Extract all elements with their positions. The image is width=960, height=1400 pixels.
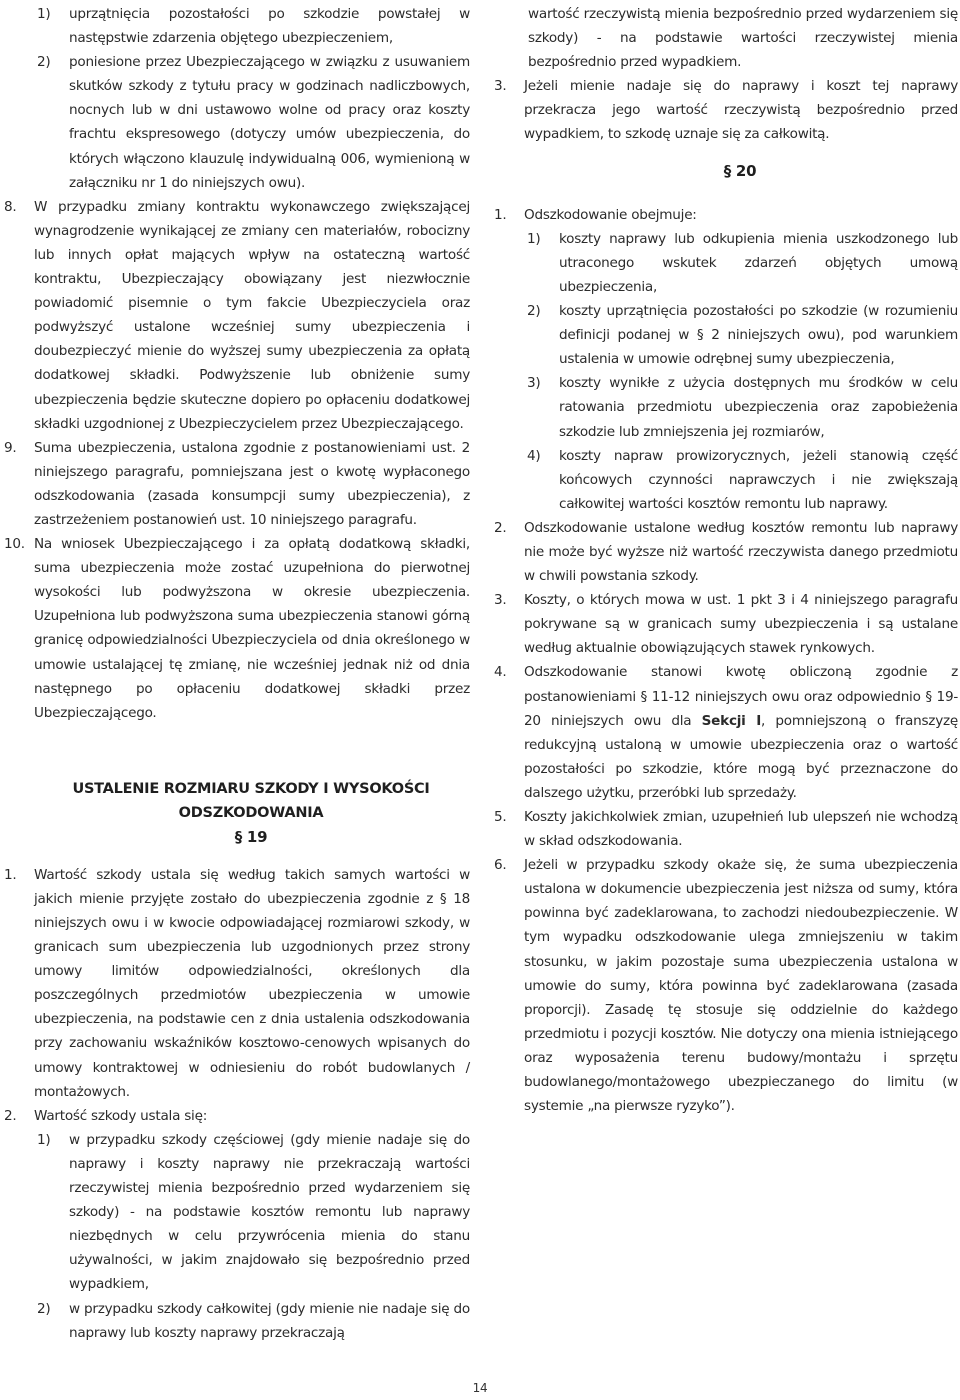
item-text: Jeżeli w przypadku szkody okaże się, że suma ubezpieczenia ustalona w dokumencie ubezpieczenia jest niższa od sumy, która powinna być zadeklarowana, to zachodzi niedoubezpieczenie. W tym wypadku odszkodowanie ulega zmniejszeniu w takim stosunku, w jakim pozostaje suma ubezpieczenia ustalona w umowie do sumy, która powinna być zadeklarowana (zasada proporcji). Zasadę tę stosuje się oddzielnie do każdego przedmiotu i pozycji kosztów. Nie dotyczy ona mienia istniejącego oraz wyposażenia terenu budowy/montażu i sprzętu budowlanego/montażowego ubezpieczanego do limitu (w systemie „na pierwsze ryzyko”). [524, 857, 958, 1115]
s19-paragraph-3 [494, 74, 958, 146]
item-number: 1. [4, 866, 17, 883]
page-number: 14 [472, 1381, 488, 1395]
section-heading [4, 777, 470, 849]
item-text: koszty uprzątnięcia pozostałości po szkodzie (w rozumieniu definicji podanej w § 2 niniejszych owu), pod warunkiem ustalenia w umowie odrębnej sumy ubezpieczenia, [559, 303, 958, 368]
item-text: w przypadku szkody całkowitej (gdy mienie nie nadaje się do naprawy lub koszty naprawy przekraczają [69, 1300, 470, 1341]
item-number: 4) [527, 447, 541, 464]
s20-paragraph-6 [494, 853, 958, 1118]
item-text: Wartość szkody ustala się według takich samych wartości w jakich mienie przyjęte zostało do ubezpieczenia zgodnie z § 18 niniejszych owu i w kwocie odpowiadającej rozmiarowi szkody, w granicach sum ubezpieczenia lub uzgodnionych przez strony umowy limitów odpowiedzialności, określonych dla poszczególnych przedmiotów ubezpieczenia w umowie ubezpieczenia, na podstawie cen z dnia ustalenia odszkodowania przy zachowaniu wskaźników kosztowo-cenowych wpisanych do umowy kontraktowej w odniesieniu do robót budowlanych / montażowych. [34, 866, 470, 1100]
item-number: 1) [37, 1131, 51, 1148]
item-text: poniesione przez Ubezpieczającego w związku z usuwaniem skutków szkody z tytułu pracy w godzinach nadliczbowych, nocnych lub w dni ustawowo wolne od pracy oraz koszty frachtu ekspresowego (dotyczy umów ubezpieczenia, do których włączono klauzulę indywidualną 006, wymienioną w załączniku nr 1 do niniejszych owu). [69, 54, 470, 191]
s20-paragraph-1 [494, 203, 958, 227]
item-text: w przypadku szkody częściowej (gdy mienie nadaje się do naprawy i koszty naprawy nie przekraczają wartości rzeczywistej mienia bezpośrednio przed wydarzeniem się szkody) - na podstawie kosztów remontu lub naprawy niezbędnych w celu przywrócenia mienia do stanu używalności, w jakim znajdowało się bezpośrednio przed wypadkiem, [69, 1131, 470, 1293]
list-item [4, 1128, 470, 1297]
list-item [4, 50, 470, 195]
s19-paragraph-1 [4, 863, 470, 1104]
item-text: Wartość szkody ustala się: [34, 1107, 208, 1124]
item-number: 1) [37, 6, 51, 22]
item-text: koszty wynikłe z użycia dostępnych mu środków w celu ratowania przedmiotu ubezpieczenia oraz zapobieżenia szkodzie lub zmniejszenia jej rozmiarów, [559, 375, 958, 440]
item-number: 2. [494, 519, 507, 536]
paragraph-8 [4, 195, 470, 436]
item-number: 3. [494, 78, 507, 95]
item-text: koszty napraw prowizorycznych, jeżeli stanowią część końcowych czynności naprawczych i nie zwiększają całkowitej wartości kosztów remontu lub naprawy. [559, 447, 958, 512]
item-number: 5. [494, 809, 507, 825]
s20-paragraph-2 [494, 516, 958, 588]
item-number: 9. [4, 439, 17, 456]
right-column [494, 2, 958, 1118]
list-item [494, 227, 958, 299]
item-text: Odszkodowanie ustalone według kosztów remontu lub naprawy nie może być wyższe niż wartość rzeczywista danego przedmiotu w chwili powstania szkody. [524, 519, 958, 585]
item-number: 8. [4, 198, 17, 215]
paragraph-10 [4, 532, 470, 725]
item-text: Odszkodowanie obejmuje: [524, 206, 697, 223]
sekcja-label: Sekcji I [701, 712, 762, 729]
list-item [494, 299, 958, 371]
list-item [4, 1297, 470, 1345]
s19-paragraph-2 [4, 1104, 470, 1128]
s20-paragraph-3 [494, 588, 958, 660]
list-item [4, 2, 470, 50]
item-number: 6. [494, 857, 507, 874]
paragraph-9 [4, 436, 470, 532]
item-number: 3. [494, 592, 507, 609]
item-text: Koszty, o których mowa w ust. 1 pkt 3 i 4 niniejszego paragrafu pokrywane są w granicach sumy ubezpieczenia i są ustalane według aktualnie obowiązujących stawek rynkowych. [524, 592, 958, 657]
heading-line-1: USTALENIE ROZMIARU SZKODY I WYSOKOŚCI [72, 780, 430, 797]
item-text-after: , pomniejszoną o franszyzę redukcyjną ustaloną w umowie ubezpieczenia oraz o wartość pozostałości po szkodzie, które mogą być przeznaczone do dalszego użytku, przeróbki lub sprzedaży. [524, 712, 958, 801]
item-text: uprzątnięcia pozostałości po szkodzie powstałej w następstwie zdarzenia objętego ubezpieczeniem, [69, 6, 470, 47]
left-column [4, 2, 470, 1345]
item-text: Suma ubezpieczenia, ustalona zgodnie z postanowieniami ust. 2 niniejszego paragrafu, pomniejszana jest o kwotę wypłaconego odszkodowania (zasada konsumpcji sumy ubezpieczenia), z zastrzeżeniem postanowień ust. 10 niniejszego paragrafu. [34, 439, 470, 528]
list-item [494, 444, 958, 516]
item-number: 4. [494, 664, 507, 681]
item-text: Na wniosek Ubezpieczającego i za opłatą dodatkową składki, suma ubezpieczenia może zostać uzupełniona do pierwotnej wysokości lub podwyższona w okresie ubezpieczenia. Uzupełniona lub podwyższona suma ubezpieczenia stanowi górną granicę odpowiedzialności Ubezpieczyciela od dnia określonego w umowie ustalającej tę zmianę, nie wcześniej jednak niż od dnia następnego po opłaceniu dodatkowej składki przez Ubezpieczającego. [34, 536, 470, 721]
item-text: W przypadku zmiany kontraktu wykonawczego zwiększającej wynagrodzenie wynikającej ze zmiany cen materiałów, robocizny lub innych opłat mających wpływ na ostateczną wartość kontraktu, Ubezpieczający obowiązany jest niezwłocznie powiadomić pisemnie o tym fakcie Ubezpieczyciela oraz podwyższyć ustalone wcześniej sumy ubezpieczenia i doubezpieczyć mienie do wyższej sumy ubezpieczenia za opłatą dodatkowej składki. Podwyższenie lub obniżenie sumy ubezpieczenia będzie skuteczne dopiero po opłaceniu dodatkowej składki uzgodnionej z Ubezpieczycielem przez Ubezpieczającego. [34, 198, 470, 432]
item-number: 1. [494, 206, 507, 223]
list-item [494, 371, 958, 443]
item-number: 2. [4, 1107, 17, 1124]
item-number: 10. [4, 536, 25, 553]
item-text: wartość rzeczywistą mienia bezpośrednio przed wydarzeniem się szkody) - na podstawie wartości rzeczywistej mienia bezpośrednio przed wypadkiem. [528, 6, 958, 71]
item-text: koszty naprawy lub odkupienia mienia uszkodzonego lub utraconego wskutek zdarzeń objętych umową ubezpieczenia, [559, 230, 958, 295]
item-number: 2) [37, 1300, 51, 1317]
section-19-mark: § 19 [234, 827, 268, 846]
continuation-text [494, 2, 958, 74]
item-number: 2) [37, 54, 51, 71]
item-number: 1) [527, 230, 541, 247]
item-text: Koszty jakichkolwiek zmian, uzupełnień lub ulepszeń nie wchodzą w skład odszkodowania. [524, 809, 958, 850]
heading-line-2: ODSZKODOWANIA [178, 804, 324, 821]
s20-paragraph-4 [494, 660, 958, 805]
section-20-mark: § 20 [723, 161, 757, 180]
item-number: 2) [527, 303, 541, 320]
s20-paragraph-5 [494, 805, 958, 853]
item-text: Jeżeli mienie nadaje się do naprawy i koszt tej naprawy przekracza jego wartość rzeczywistą bezpośrednio przed wypadkiem, to szkodę uznaje się za całkowitą. [524, 78, 958, 143]
item-text-before: Odszkodowanie stanowi kwotę obliczoną zgodnie z postanowieniami § 11-12 niniejszych owu oraz odpowiednio § 19-20 niniejszych owu dla [524, 664, 958, 729]
item-number: 3) [527, 375, 541, 392]
